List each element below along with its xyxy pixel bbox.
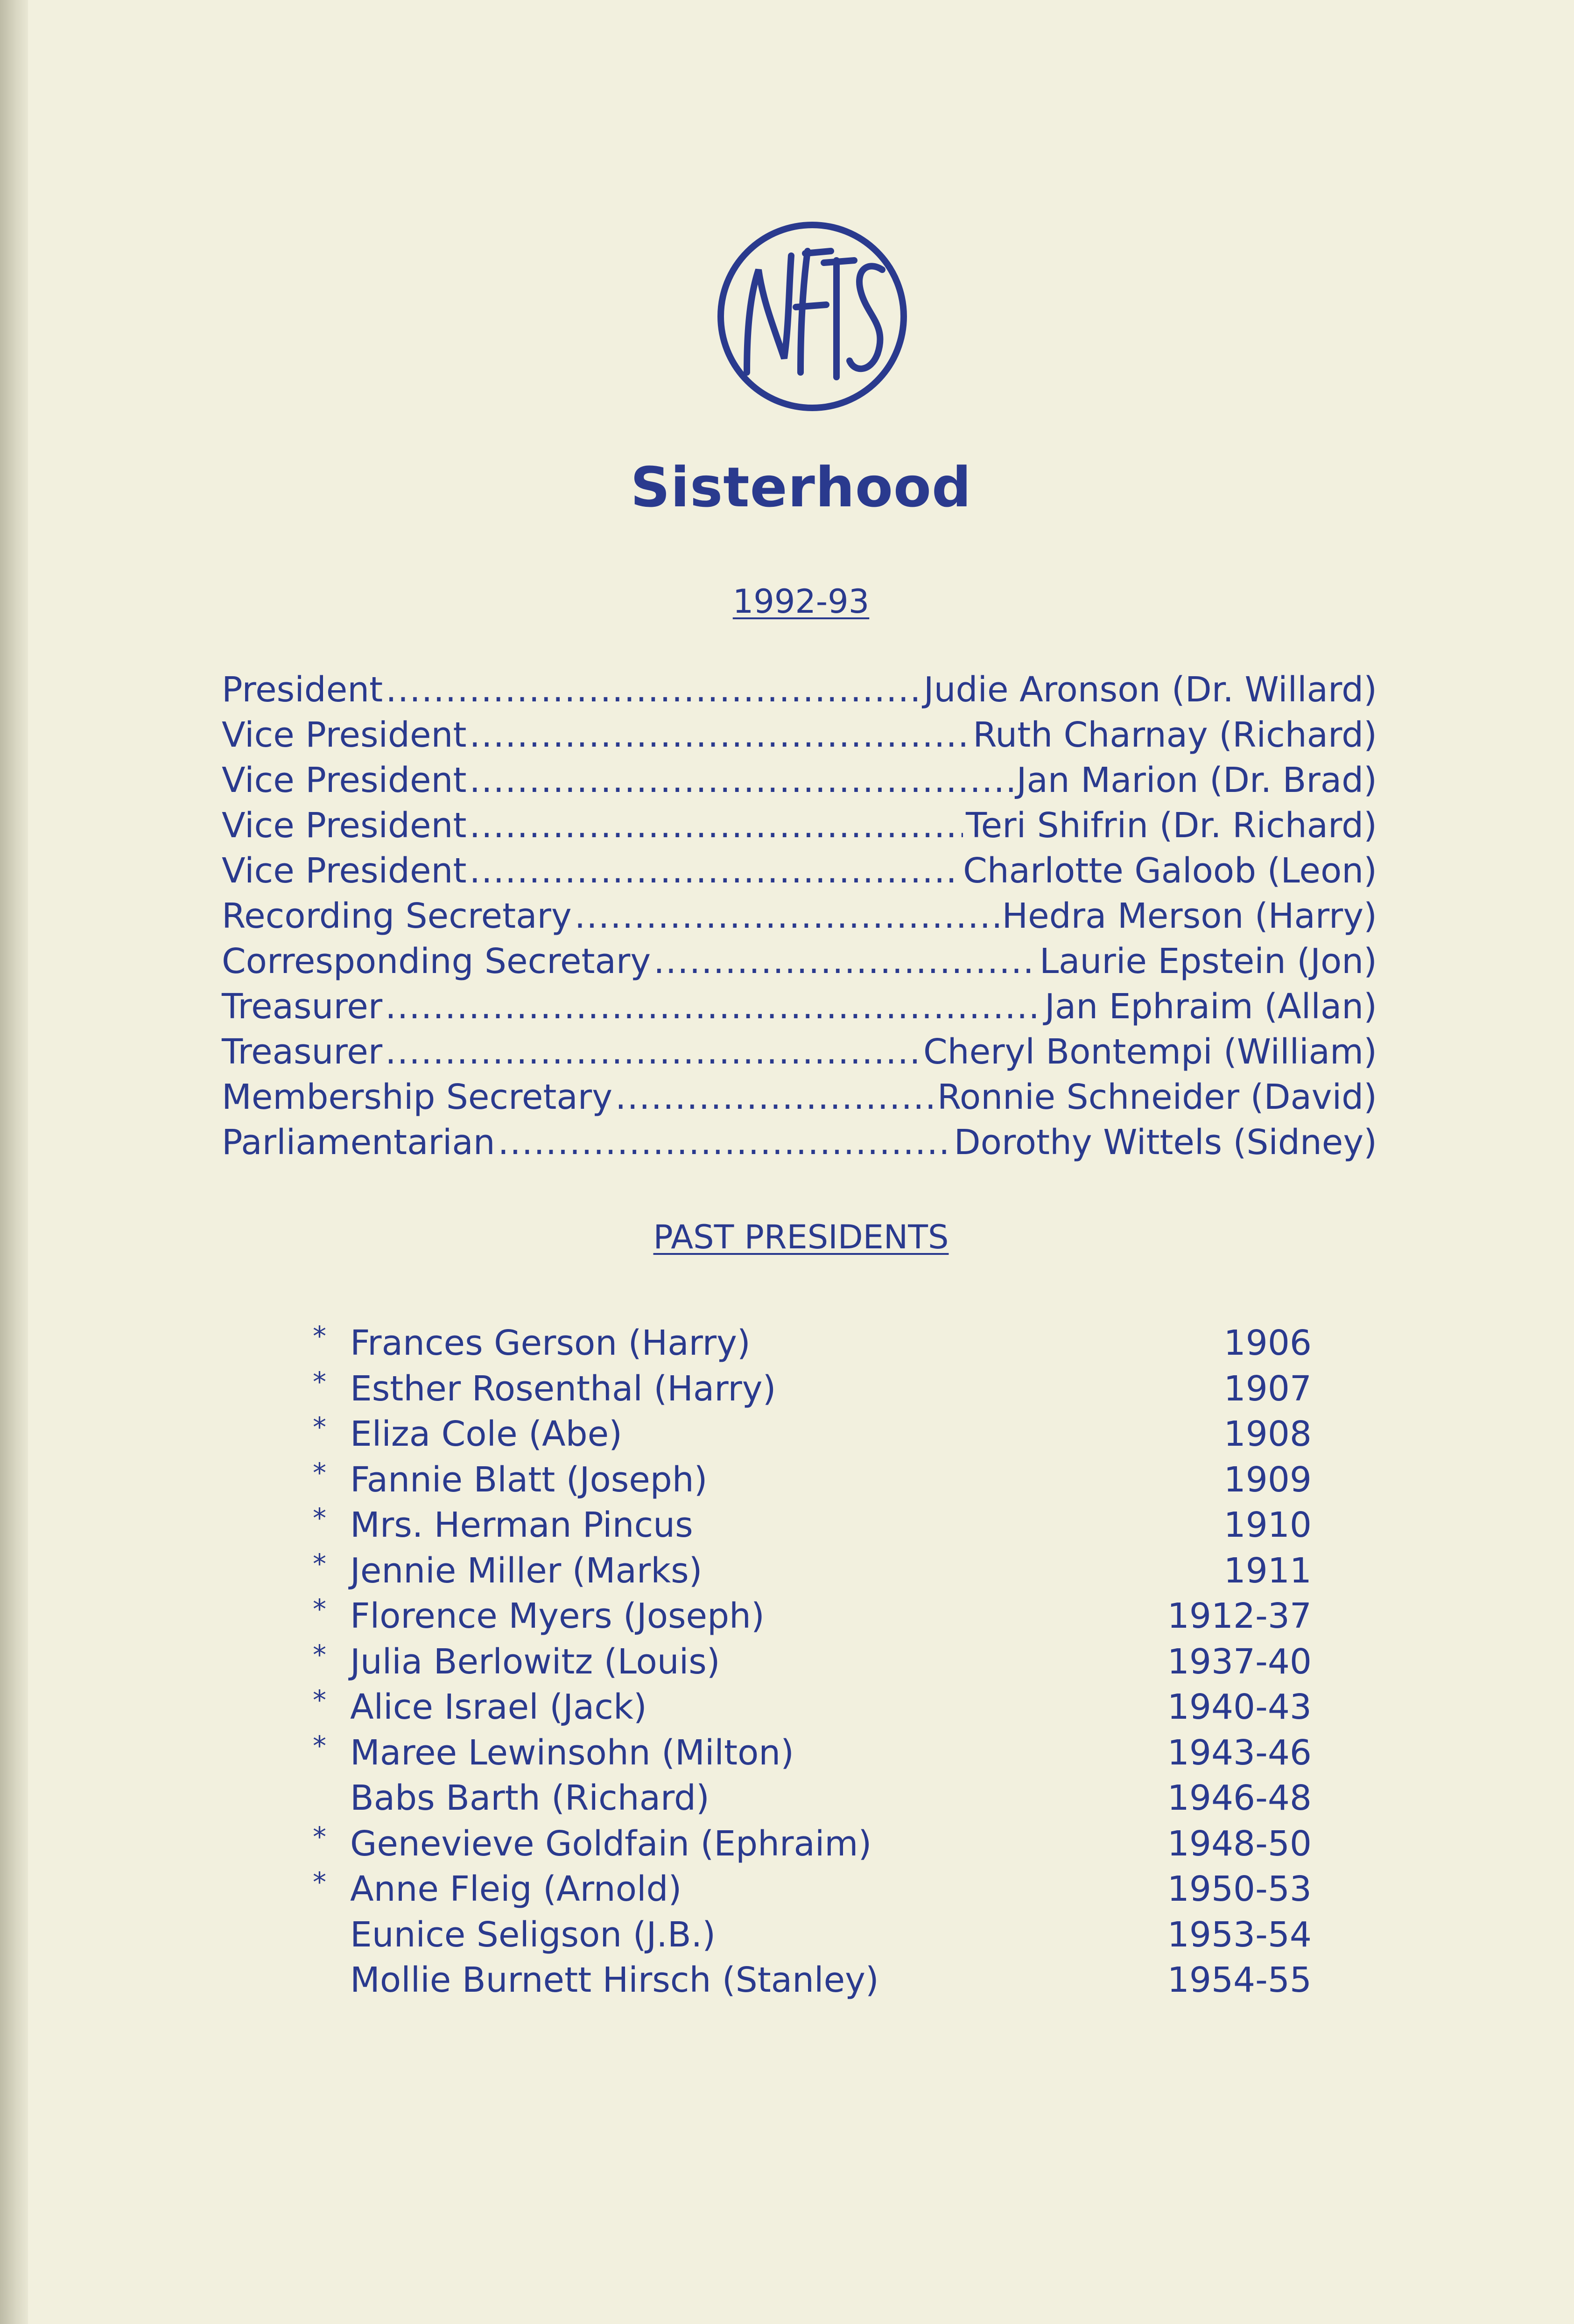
officer-role: Recording Secretary [222,896,572,936]
past-president-name: Anne Fleig (Arnold) [350,1869,682,1909]
officer-row [222,1122,1377,1168]
past-president-row [313,1411,1312,1460]
past-president-name: Eunice Seligson (J.B.) [350,1914,716,1955]
officer-row [222,715,1377,760]
officers-list [222,670,1377,1168]
officer-row [222,760,1377,805]
officer-row [222,941,1377,987]
past-president-row [313,1456,1312,1505]
officer-role: Vice President [222,805,467,846]
officer-role: Parliamentarian [222,1122,495,1162]
past-president-years: 1937-40 [1167,1641,1312,1682]
deceased-mark: * [313,1638,326,1671]
deceased-mark: * [313,1502,326,1534]
past-president-name: Alice Israel (Jack) [350,1687,647,1727]
past-president-row [313,1960,1312,2006]
past-presidents-heading: PAST PRESIDENTS [653,1218,949,1256]
past-president-name: Maree Lewinsohn (Milton) [350,1732,794,1773]
nfts-logo [714,218,910,414]
dot-leader [385,987,1042,1027]
deceased-mark: * [313,1547,326,1580]
deceased-mark: * [313,1866,326,1898]
document-page [28,0,1574,2324]
dot-leader [469,851,960,891]
past-president-name: Esther Rosenthal (Harry) [350,1368,776,1409]
past-president-years: 1911 [1223,1550,1312,1591]
deceased-mark: * [313,1820,326,1853]
officer-role: Treasurer [222,1032,383,1072]
officer-row [222,987,1377,1032]
past-president-row [313,1915,1312,1960]
past-president-name: Julia Berlowitz (Louis) [350,1641,720,1682]
page-edge [0,0,28,2324]
past-president-row [313,1820,1312,1869]
officer-role: President [222,670,383,710]
past-president-name: Mollie Burnett Hirsch (Stanley) [350,1960,879,2000]
officer-row [222,805,1377,851]
past-president-row [313,1502,1312,1551]
past-president-row [313,1365,1312,1414]
past-president-row [313,1320,1312,1369]
officer-row [222,896,1377,941]
year-heading: 1992-93 [732,582,870,621]
past-president-row [313,1638,1312,1687]
past-president-name: Fannie Blatt (Joseph) [350,1459,708,1500]
deceased-mark: * [313,1729,326,1762]
officer-row [222,851,1377,896]
deceased-mark: * [313,1456,326,1489]
dot-leader [385,1032,921,1072]
past-president-name: Eliza Cole (Abe) [350,1414,623,1454]
officer-name: Charlotte Galoob (Leon) [963,851,1377,891]
past-president-name: Babs Barth (Richard) [350,1778,710,1818]
officer-name: Hedra Merson (Harry) [1002,896,1377,936]
deceased-mark: * [313,1684,326,1716]
past-president-years: 1906 [1223,1323,1312,1363]
officer-row [222,1032,1377,1077]
past-president-years: 1948-50 [1167,1823,1312,1864]
past-president-row [313,1778,1312,1824]
dot-leader [498,1122,951,1162]
officer-row [222,670,1377,715]
deceased-mark: * [313,1320,326,1352]
officer-name: Jan Ephraim (Allan) [1045,987,1377,1027]
officer-name: Laurie Epstein (Jon) [1039,941,1377,981]
page-title: Sisterhood [630,455,972,519]
past-president-years: 1907 [1223,1368,1312,1409]
past-president-years: 1943-46 [1167,1732,1312,1773]
past-president-row [313,1866,1312,1915]
dot-leader [615,1077,935,1117]
past-president-years: 1912-37 [1167,1596,1312,1636]
officer-role: Corresponding Secretary [222,941,651,981]
officer-role: Vice President [222,851,467,891]
officer-role: Membership Secretary [222,1077,612,1117]
past-president-years: 1946-48 [1167,1778,1312,1818]
officer-role: Vice President [222,760,467,800]
officer-row [222,1077,1377,1122]
dot-leader [653,941,1037,981]
officer-name: Teri Shifrin (Dr. Richard) [966,805,1377,846]
past-president-name: Genevieve Goldfain (Ephraim) [350,1823,872,1864]
past-president-years: 1908 [1223,1414,1312,1454]
officer-name: Cheryl Bontempi (William) [923,1032,1377,1072]
past-president-row [313,1684,1312,1733]
past-president-name: Frances Gerson (Harry) [350,1323,751,1363]
past-presidents-list [313,1320,1312,2006]
past-president-years: 1950-53 [1167,1869,1312,1909]
past-president-row [313,1593,1312,1642]
past-president-years: 1954-55 [1167,1960,1312,2000]
officer-name: Ronnie Schneider (David) [937,1077,1377,1117]
past-president-years: 1940-43 [1167,1687,1312,1727]
past-president-name: Florence Myers (Joseph) [350,1596,765,1636]
deceased-mark: * [313,1411,326,1443]
past-president-row [313,1729,1312,1778]
officer-name: Judie Aronson (Dr. Willard) [923,670,1377,710]
deceased-mark: * [313,1365,326,1398]
dot-leader [469,715,970,755]
officer-role: Treasurer [222,987,383,1027]
past-president-row [313,1547,1312,1596]
past-president-years: 1909 [1223,1459,1312,1500]
dot-leader [575,896,999,936]
past-president-name: Mrs. Herman Pincus [350,1505,693,1545]
deceased-mark: * [313,1593,326,1625]
officer-name: Ruth Charnay (Richard) [973,715,1377,755]
past-president-years: 1910 [1223,1505,1312,1545]
officer-name: Dorothy Wittels (Sidney) [954,1122,1377,1162]
dot-leader [386,670,921,710]
past-president-years: 1953-54 [1167,1914,1312,1955]
dot-leader [469,760,1013,800]
dot-leader [469,805,963,846]
officer-name: Jan Marion (Dr. Brad) [1016,760,1377,800]
officer-role: Vice President [222,715,467,755]
past-president-name: Jennie Miller (Marks) [350,1550,703,1591]
